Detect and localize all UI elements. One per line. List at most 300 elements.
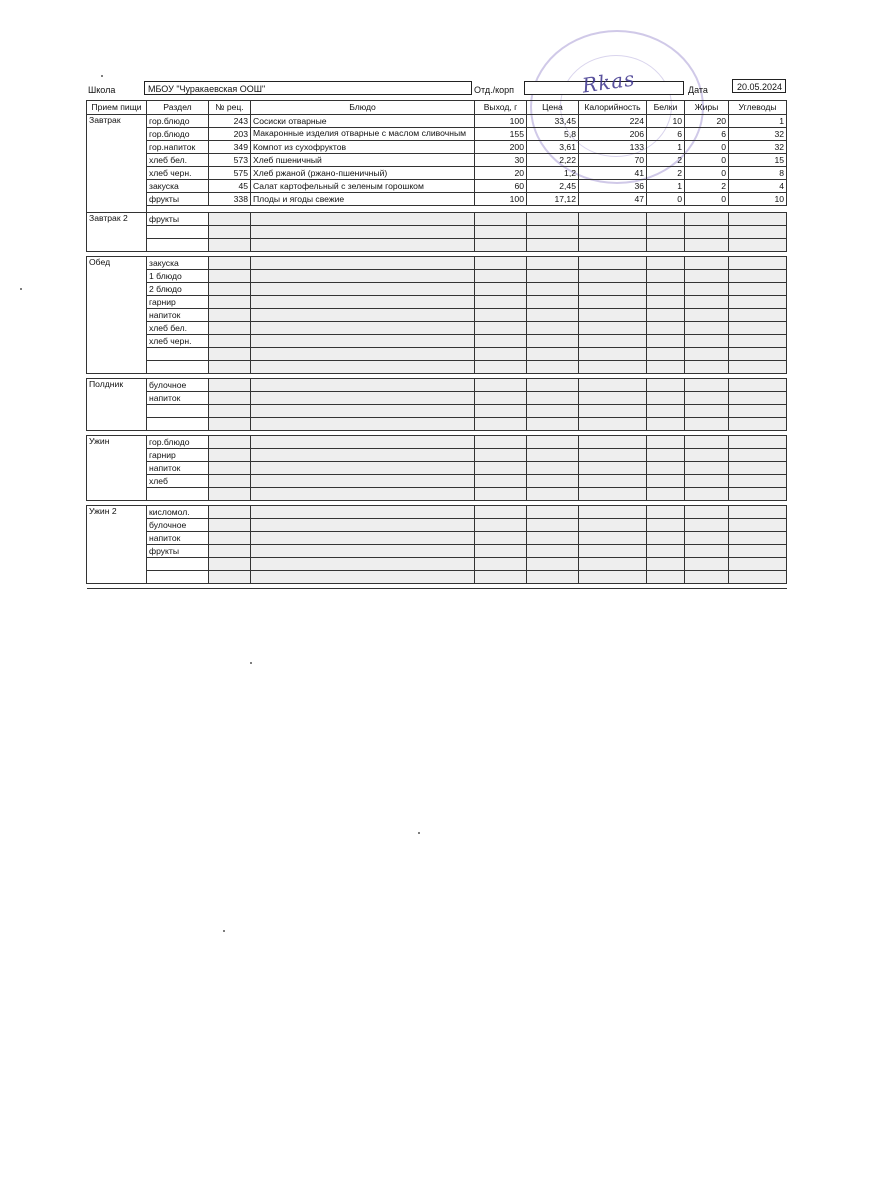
cell-rec: 45: [209, 180, 251, 193]
table-row: [87, 128, 787, 141]
empty-cell: [251, 475, 475, 488]
empty-cell: [527, 296, 579, 309]
cell-section: хлеб черн.: [147, 167, 209, 180]
empty-cell: [685, 309, 729, 322]
empty-cell: [685, 270, 729, 283]
empty-cell: [527, 475, 579, 488]
col-fat: Жиры: [685, 101, 729, 115]
empty-cell: [475, 584, 527, 589]
cell-out: 200: [475, 141, 527, 154]
cell-section: напиток: [147, 462, 209, 475]
empty-cell: [685, 392, 729, 405]
cell-dish: Компот из сухофруктов: [251, 141, 475, 154]
empty-cell: [209, 418, 251, 431]
empty-cell: [729, 322, 787, 335]
empty-cell: [475, 436, 527, 449]
cell-out: 155: [475, 128, 527, 141]
cell-rec: 243: [209, 115, 251, 128]
empty-cell: [527, 558, 579, 571]
table-row: [87, 405, 787, 418]
empty-cell: [251, 545, 475, 558]
table-row: [87, 226, 787, 239]
empty-cell: [647, 309, 685, 322]
empty-cell: [251, 206, 475, 213]
empty-cell: [475, 571, 527, 584]
empty-cell: [251, 584, 475, 589]
cell-section: [147, 488, 209, 501]
empty-cell: [209, 361, 251, 374]
cell-section: напиток: [147, 532, 209, 545]
cell-section: [147, 361, 209, 374]
empty-cell: [527, 213, 579, 226]
scan-speck: [250, 662, 252, 664]
table-row: [87, 488, 787, 501]
empty-cell: [209, 257, 251, 270]
empty-cell: [647, 226, 685, 239]
empty-cell: [527, 239, 579, 252]
cell-section: гарнир: [147, 296, 209, 309]
cell-cal: 206: [579, 128, 647, 141]
empty-cell: [475, 558, 527, 571]
empty-cell: [685, 283, 729, 296]
empty-cell: [685, 571, 729, 584]
empty-cell: [647, 545, 685, 558]
table-header-row: [87, 101, 787, 115]
cell-section: закуска: [147, 257, 209, 270]
empty-cell: [729, 545, 787, 558]
empty-cell: [209, 475, 251, 488]
cell-fat: 6: [685, 128, 729, 141]
school-label: Школа: [88, 85, 116, 95]
empty-cell: [209, 392, 251, 405]
cell-price: 2,45: [527, 180, 579, 193]
scan-speck: [418, 832, 420, 834]
empty-cell: [579, 532, 647, 545]
empty-cell: [527, 257, 579, 270]
col-carbs: Углеводы: [729, 101, 787, 115]
empty-cell: [209, 322, 251, 335]
empty-cell: [251, 283, 475, 296]
school-name-field: МБОУ "Чуракаевская ООШ": [144, 81, 472, 95]
empty-cell: [729, 283, 787, 296]
empty-cell: [475, 545, 527, 558]
cell-out: 30: [475, 154, 527, 167]
table-row: [87, 392, 787, 405]
empty-cell: [475, 283, 527, 296]
empty-cell: [579, 436, 647, 449]
cell-section: [147, 558, 209, 571]
cell-section: гор.напиток: [147, 141, 209, 154]
empty-cell: [209, 283, 251, 296]
empty-cell: [647, 519, 685, 532]
empty-cell: [647, 558, 685, 571]
empty-cell: [251, 519, 475, 532]
empty-cell: [729, 519, 787, 532]
table-row: [87, 213, 787, 226]
col-output: Выход, г: [475, 101, 527, 115]
cell-section: 2 блюдо: [147, 283, 209, 296]
empty-cell: [579, 270, 647, 283]
empty-cell: [209, 449, 251, 462]
table-row: [87, 335, 787, 348]
cell-price: 3,61: [527, 141, 579, 154]
empty-cell: [527, 584, 579, 589]
empty-cell: [527, 449, 579, 462]
empty-cell: [647, 213, 685, 226]
table-row: [87, 532, 787, 545]
cell-price: 5,8: [527, 128, 579, 141]
cell-cal: 70: [579, 154, 647, 167]
empty-cell: [579, 545, 647, 558]
meal-name: Полдник: [87, 379, 147, 431]
col-calories: Калорийность: [579, 101, 647, 115]
empty-cell: [685, 532, 729, 545]
empty-cell: [475, 532, 527, 545]
cell-fat: 0: [685, 167, 729, 180]
meal-name: Обед: [87, 257, 147, 374]
empty-cell: [209, 335, 251, 348]
empty-cell: [729, 309, 787, 322]
spacer-row: [87, 206, 787, 213]
empty-cell: [209, 206, 251, 213]
cell-section: гор.блюдо: [147, 128, 209, 141]
spacer-row: [87, 584, 787, 589]
empty-cell: [475, 462, 527, 475]
empty-cell: [729, 392, 787, 405]
empty-cell: [475, 257, 527, 270]
cell-prot: 0: [647, 193, 685, 206]
empty-cell: [685, 335, 729, 348]
empty-cell: [685, 322, 729, 335]
cell-section: гарнир: [147, 449, 209, 462]
table-row: [87, 475, 787, 488]
empty-cell: [647, 348, 685, 361]
empty-cell: [209, 462, 251, 475]
empty-cell: [579, 584, 647, 589]
cell-prot: 2: [647, 167, 685, 180]
empty-cell: [729, 418, 787, 431]
table-row: [87, 558, 787, 571]
empty-cell: [251, 270, 475, 283]
menu-body: [87, 115, 787, 589]
date-label: Дата: [688, 85, 708, 95]
empty-cell: [579, 322, 647, 335]
empty-cell: [729, 558, 787, 571]
cell-section: [147, 405, 209, 418]
cell-carb: 32: [729, 128, 787, 141]
meal-name: Завтрак: [87, 115, 147, 213]
cell-rec: 575: [209, 167, 251, 180]
empty-cell: [647, 283, 685, 296]
empty-cell: [209, 213, 251, 226]
table-row: [87, 180, 787, 193]
empty-cell: [251, 462, 475, 475]
cell-fat: 20: [685, 115, 729, 128]
empty-cell: [579, 488, 647, 501]
empty-cell: [685, 519, 729, 532]
department-label: Отд./корп: [474, 85, 514, 95]
col-section: Раздел: [147, 101, 209, 115]
empty-cell: [685, 348, 729, 361]
cell-section: булочное: [147, 519, 209, 532]
empty-cell: [251, 405, 475, 418]
empty-cell: [579, 571, 647, 584]
empty-cell: [209, 226, 251, 239]
cell-rec: 338: [209, 193, 251, 206]
cell-cal: 41: [579, 167, 647, 180]
empty-cell: [475, 361, 527, 374]
empty-cell: [251, 506, 475, 519]
empty-cell: [579, 379, 647, 392]
empty-cell: [579, 449, 647, 462]
cell-dish: Хлеб ржаной (ржано-пшеничный): [251, 167, 475, 180]
empty-cell: [647, 335, 685, 348]
table-row: [87, 270, 787, 283]
table-row: [87, 322, 787, 335]
cell-section: хлеб черн.: [147, 335, 209, 348]
cell-cal: 224: [579, 115, 647, 128]
empty-cell: [251, 379, 475, 392]
empty-cell: [251, 571, 475, 584]
empty-cell: [209, 519, 251, 532]
empty-cell: [251, 322, 475, 335]
cell-cal: 36: [579, 180, 647, 193]
cell-dish: Плоды и ягоды свежие: [251, 193, 475, 206]
empty-cell: [685, 436, 729, 449]
cell-out: 60: [475, 180, 527, 193]
empty-cell: [527, 226, 579, 239]
empty-cell: [251, 449, 475, 462]
col-protein: Белки: [647, 101, 685, 115]
cell-prot: 6: [647, 128, 685, 141]
table-row: [87, 519, 787, 532]
empty-cell: [475, 270, 527, 283]
empty-cell: [209, 571, 251, 584]
table-row: [87, 296, 787, 309]
cell-section: фрукты: [147, 193, 209, 206]
table-row: [87, 115, 787, 128]
empty-cell: [685, 475, 729, 488]
empty-cell: [729, 206, 787, 213]
empty-cell: [647, 379, 685, 392]
empty-cell: [209, 239, 251, 252]
table-row: [87, 167, 787, 180]
empty-cell: [475, 239, 527, 252]
cell-fat: 0: [685, 154, 729, 167]
table-row: [87, 141, 787, 154]
cell-section: закуска: [147, 180, 209, 193]
empty-cell: [579, 283, 647, 296]
empty-cell: [147, 206, 209, 213]
empty-cell: [251, 418, 475, 431]
empty-cell: [527, 348, 579, 361]
empty-cell: [475, 348, 527, 361]
empty-cell: [647, 361, 685, 374]
table-row: [87, 154, 787, 167]
empty-cell: [527, 392, 579, 405]
empty-cell: [685, 418, 729, 431]
empty-cell: [251, 239, 475, 252]
cell-section: кисломол.: [147, 506, 209, 519]
empty-cell: [579, 462, 647, 475]
empty-cell: [729, 348, 787, 361]
empty-cell: [251, 335, 475, 348]
empty-cell: [527, 418, 579, 431]
director-signature: Rkas: [580, 66, 637, 98]
empty-cell: [579, 392, 647, 405]
table-row: [87, 239, 787, 252]
empty-cell: [475, 206, 527, 213]
table-row: [87, 257, 787, 270]
empty-cell: [729, 270, 787, 283]
meal-name: Завтрак 2: [87, 213, 147, 252]
empty-cell: [579, 558, 647, 571]
empty-cell: [685, 257, 729, 270]
empty-cell: [647, 239, 685, 252]
col-dish: Блюдо: [251, 101, 475, 115]
empty-cell: [209, 379, 251, 392]
date-field: 20.05.2024: [732, 79, 786, 93]
cell-section: фрукты: [147, 213, 209, 226]
empty-cell: [527, 488, 579, 501]
cell-section: напиток: [147, 309, 209, 322]
cell-section: [147, 348, 209, 361]
empty-cell: [685, 379, 729, 392]
empty-cell: [685, 226, 729, 239]
empty-cell: [209, 488, 251, 501]
col-recipe: № рец.: [209, 101, 251, 115]
cell-dish: Салат картофельный с зеленым горошком: [251, 180, 475, 193]
empty-cell: [475, 379, 527, 392]
empty-cell: [685, 361, 729, 374]
empty-cell: [475, 405, 527, 418]
empty-cell: [251, 348, 475, 361]
empty-cell: [579, 226, 647, 239]
cell-price: 2,22: [527, 154, 579, 167]
cell-section: гор.блюдо: [147, 436, 209, 449]
cell-fat: 0: [685, 193, 729, 206]
cell-dish: Хлеб пшеничный: [251, 154, 475, 167]
empty-cell: [647, 392, 685, 405]
empty-cell: [579, 361, 647, 374]
empty-cell: [251, 392, 475, 405]
empty-cell: [729, 405, 787, 418]
empty-cell: [527, 309, 579, 322]
cell-fat: 0: [685, 141, 729, 154]
empty-cell: [647, 475, 685, 488]
empty-cell: [685, 558, 729, 571]
empty-cell: [685, 545, 729, 558]
empty-cell: [729, 335, 787, 348]
empty-cell: [729, 584, 787, 589]
empty-cell: [251, 558, 475, 571]
empty-cell: [251, 361, 475, 374]
empty-cell: [647, 449, 685, 462]
empty-cell: [475, 392, 527, 405]
empty-cell: [209, 584, 251, 589]
cell-section: [147, 239, 209, 252]
empty-cell: [475, 488, 527, 501]
scan-speck: [223, 930, 225, 932]
cell-section: 1 блюдо: [147, 270, 209, 283]
empty-cell: [527, 322, 579, 335]
empty-cell: [647, 296, 685, 309]
table-row: [87, 506, 787, 519]
cell-section: хлеб бел.: [147, 322, 209, 335]
empty-cell: [475, 475, 527, 488]
meal-name: Ужин: [87, 436, 147, 501]
empty-cell: [579, 296, 647, 309]
empty-cell: [475, 418, 527, 431]
cell-cal: 47: [579, 193, 647, 206]
col-price: Цена: [527, 101, 579, 115]
empty-cell: [87, 584, 147, 589]
empty-cell: [647, 436, 685, 449]
empty-cell: [647, 488, 685, 501]
empty-cell: [685, 213, 729, 226]
empty-cell: [475, 322, 527, 335]
cell-cal: 133: [579, 141, 647, 154]
table-row: [87, 309, 787, 322]
cell-dish: Макаронные изделия отварные с маслом сливочным: [251, 128, 475, 141]
cell-prot: 1: [647, 180, 685, 193]
cell-section: фрукты: [147, 545, 209, 558]
empty-cell: [729, 462, 787, 475]
empty-cell: [729, 506, 787, 519]
empty-cell: [729, 379, 787, 392]
empty-cell: [251, 488, 475, 501]
empty-cell: [527, 571, 579, 584]
empty-cell: [475, 506, 527, 519]
empty-cell: [251, 257, 475, 270]
empty-cell: [579, 206, 647, 213]
empty-cell: [527, 270, 579, 283]
table-row: [87, 571, 787, 584]
empty-cell: [527, 532, 579, 545]
empty-cell: [527, 436, 579, 449]
empty-cell: [475, 449, 527, 462]
table-row: [87, 462, 787, 475]
empty-cell: [475, 213, 527, 226]
cell-section: [147, 571, 209, 584]
cell-out: 100: [475, 193, 527, 206]
cell-carb: 4: [729, 180, 787, 193]
empty-cell: [579, 475, 647, 488]
empty-cell: [685, 405, 729, 418]
cell-carb: 1: [729, 115, 787, 128]
empty-cell: [527, 335, 579, 348]
empty-cell: [647, 405, 685, 418]
cell-prot: 10: [647, 115, 685, 128]
cell-rec: 203: [209, 128, 251, 141]
table-row: [87, 348, 787, 361]
empty-cell: [527, 283, 579, 296]
document-header: [86, 79, 786, 97]
empty-cell: [527, 462, 579, 475]
table-row: [87, 545, 787, 558]
empty-cell: [475, 519, 527, 532]
cell-section: булочное: [147, 379, 209, 392]
cell-carb: 32: [729, 141, 787, 154]
empty-cell: [209, 296, 251, 309]
empty-cell: [209, 558, 251, 571]
cell-out: 20: [475, 167, 527, 180]
empty-cell: [147, 584, 209, 589]
empty-cell: [475, 296, 527, 309]
empty-cell: [579, 506, 647, 519]
empty-cell: [209, 270, 251, 283]
empty-cell: [527, 379, 579, 392]
